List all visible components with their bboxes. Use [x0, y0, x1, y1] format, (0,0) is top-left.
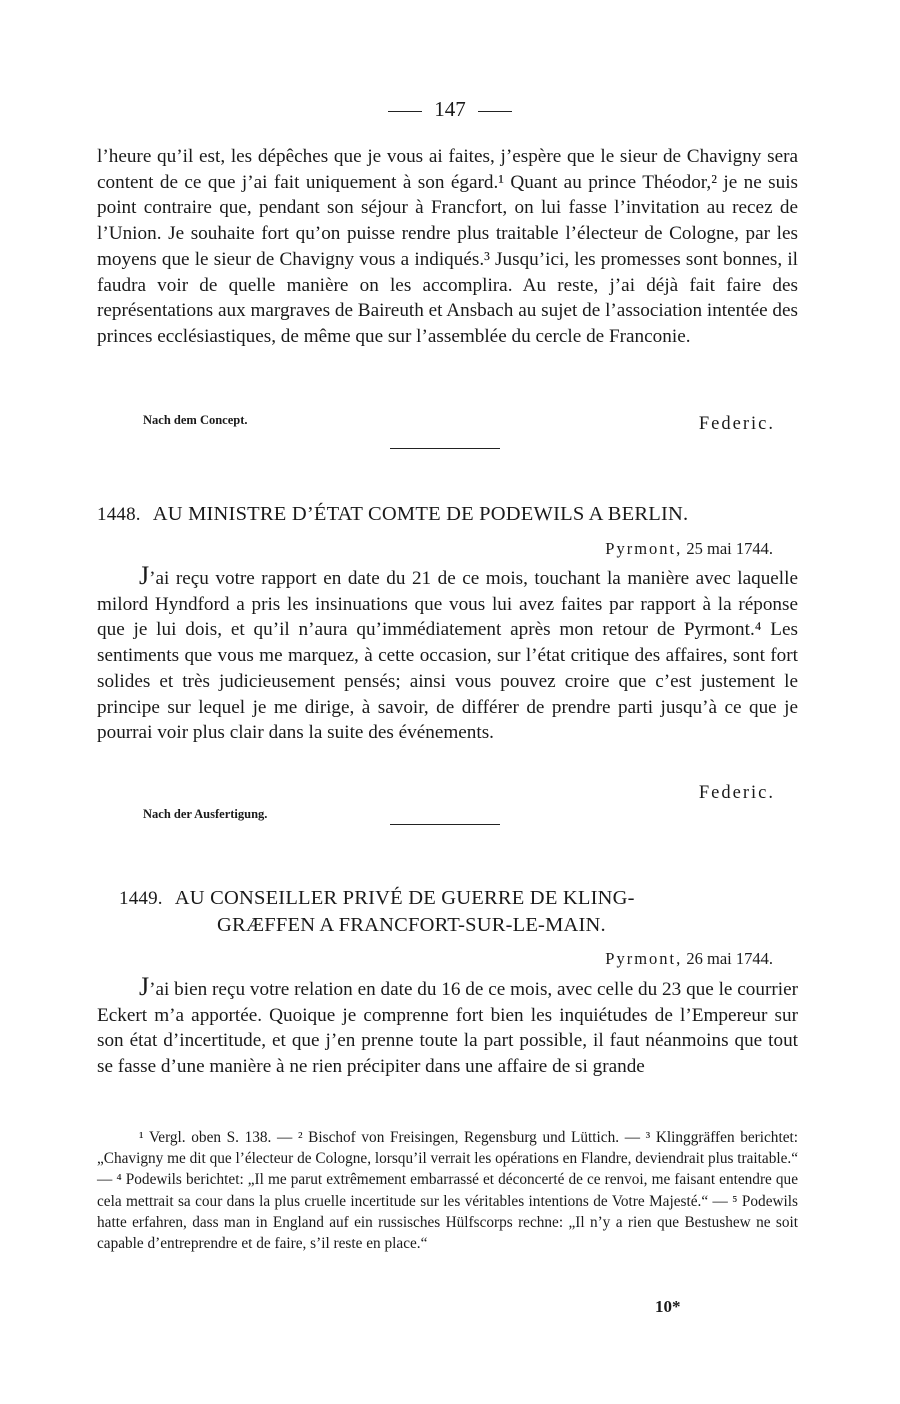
intro-signature: Federic.: [698, 414, 775, 434]
letter-1448-place: Pyrmont,: [605, 539, 683, 558]
letter-1449-title-line-2: GRÆFFEN A FRANCFORT-SUR-LE-MAIN.: [217, 914, 606, 936]
intro-source-note: Nach dem Concept.: [143, 413, 248, 427]
section-rule-2: [390, 824, 500, 825]
letter-1448-title: AU MINISTRE D’ÉTAT COMTE DE PODEWILS A BERLIN.: [152, 503, 689, 525]
letter-1449-title-line-1: AU CONSEILLER PRIVÉ DE GUERRE DE KLING-: [174, 887, 635, 909]
letter-1448-dateline: [605, 539, 773, 559]
letter-1449-body: [97, 974, 798, 1080]
letter-1449-text: ’ai bien reçu votre relation en date du 16 de ce mois, avec celle du 23 que le courrier Eckert m’a apportée. Quoique je comprenne fort bien les inquiétudes de l’Empereur sur son état d’incertitude, et que j’en prenne toute la part possible, il faut néanmoins que tout se fasse d’une manière à ne rien précipiter dans une affaire de si grande: [97, 979, 798, 1078]
letter-1449-title-row: [97, 885, 802, 912]
intro-paragraph: l’heure qu’il est, les dépêches que je vous ai faites, j’espère que le sieur de Chavigny sera content de ce que j’ai fait uniquement à son égard.¹ Quant au prince Théodor,² je ne suis point contraire que, pendant son séjour à Francfort, on lui fasse l’invitation au recez de l’Union. Je souhaite fort qu’on puisse rendre plus traitable l’électeur de Cologne, par les moyens que le sieur de Chavigny vous a indiqués.³ Jusqu’ici, les promesses sont bonnes, il faudra voir de quelle manière on les accomplira. Au reste, j’ai déjà fait faire des représentations aux margraves de Baireuth et Ansbach au sujet de l’association intentée des princes ecclésiastiques, de même que sur l’assemblée du cercle de Franconie.: [97, 146, 798, 347]
page-number: [0, 97, 900, 122]
letter-1448-body: [97, 563, 798, 746]
letter-1449-heading: [97, 885, 802, 938]
section-rule-1: [390, 448, 500, 449]
letter-1448-source-note: Nach der Ausfertigung.: [143, 807, 268, 821]
letter-1448-signature: Federic.: [698, 783, 775, 803]
letter-1448-date: 25 mai 1744.: [686, 539, 773, 558]
letter-1448-drop-cap: J: [139, 561, 150, 590]
letter-1448-number: 1448.: [97, 504, 141, 525]
letter-1448-text: ’ai reçu votre rapport en date du 21 de ce mois, touchant la manière avec laquelle milord Hyndford a pris les insinuations que vous lui avez faites par rapport à la réponse que je lui dois, et qu’il n’aura qu’immédiatement après mon retour de Pyrmont.⁴ Les sentiments que vous me marquez, à cette occasion, sur l’état critique des affaires, sont fort solides et très judicieusement pensés; ainsi vous pouvez croire que c’est justement le principe sur lequel je me dirige, à savoir, de différer de prendre parti jusqu’à ce que je pourrai voir plus clair dans la suite des événements.: [97, 568, 798, 744]
letter-1448-heading: [97, 501, 802, 528]
letter-1449-drop-cap: J: [139, 972, 150, 1001]
page-number-dash-left: [388, 111, 422, 112]
page-number-text: 147: [434, 97, 466, 121]
page-number-dash-right: [478, 111, 512, 112]
letter-1449-date: 26 mai 1744.: [686, 949, 773, 968]
footnotes: ¹ Vergl. oben S. 138. — ² Bischof von Freisingen, Regensburg und Lüttich. — ³ Klinggräffen berichtet: „Chavigny me dit que l’électeur de Cologne, lorsqu’il verrait les opérations en Flandre, deviendrait plus traitable.“ — ⁴ Podewils berichtet: „Il me parut extrêmement embarrassé et déconcerté de ce renvoi, me faisant entendre que cela mettrait sa cour dans la plus cruelle incertitude sur les véritables intentions de Votre Majesté.“ — ⁵ Podewils hatte erfahren, dass man in England auf ein russisches Hülfscorps rechne: „Il n’y a rien que Bestushew ne soit capable d’entreprendre et de faire, s’il reste en place.“: [97, 1129, 798, 1253]
letter-1449-place: Pyrmont,: [605, 949, 683, 968]
letter-1449-dateline: [605, 949, 773, 969]
letter-1449-number: 1449.: [119, 888, 163, 909]
signature-mark: 10*: [655, 1297, 681, 1316]
